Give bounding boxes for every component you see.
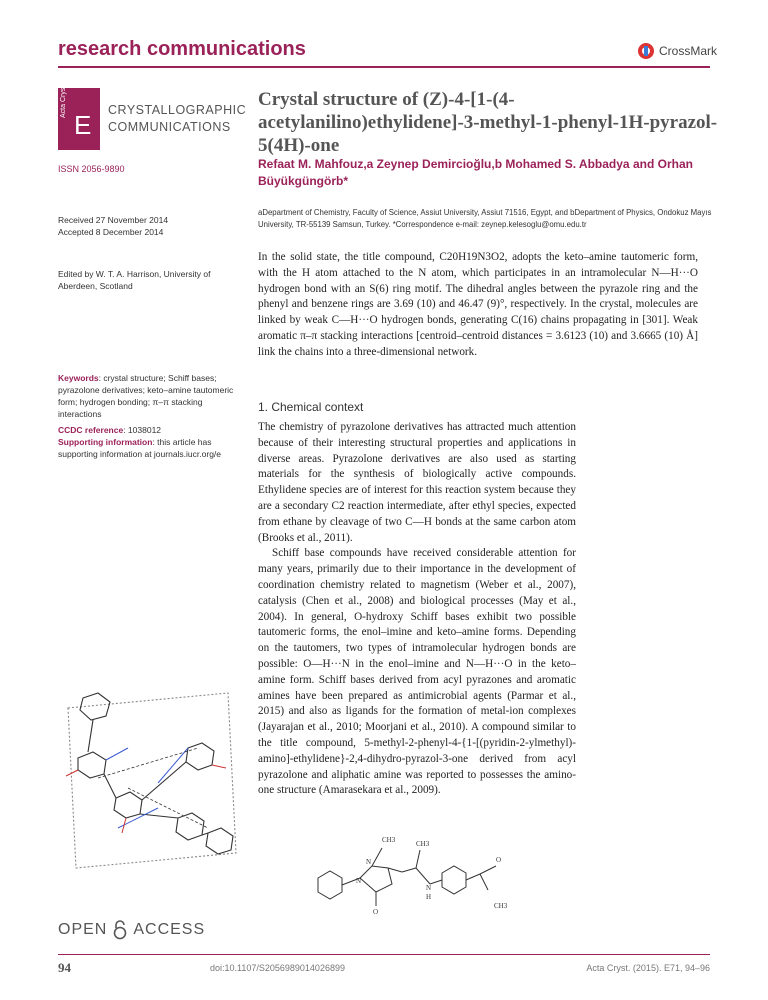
section-header: research communications: [58, 38, 306, 60]
chemical-scheme: [300, 828, 550, 918]
journal-name-line2: COMMUNICATIONS: [108, 120, 231, 134]
scheme-o2: O: [496, 856, 502, 864]
page-number: 94: [58, 960, 71, 975]
authors: Refaat M. Mahfouz,a Zeynep Demircioğlu,b Mohamed S. Abbadya and Orhan Büyükgüngörb*: [258, 157, 693, 188]
crossmark-icon: [637, 42, 655, 60]
affiliations: aDepartment of Chemistry, Faculty of Science, Assiut University, Assiut 71516, Egypt, and bDepartment of Physics, Ondokuz Mayıs University, TR-55139 Samsun, Turkey. *Correspondence e-mail: zeynep.kelesoglu@omu.edu.tr: [258, 208, 712, 229]
ccdc-label: CCDC reference: [58, 425, 124, 435]
crossmark-label: CrossMark: [659, 44, 718, 58]
scheme-n1: N: [366, 858, 372, 866]
received-date: Received 27 November 2014: [58, 215, 169, 225]
article-title: Crystal structure of (Z)-4-[1-(4-acetylanilino)ethylidene]-3-methyl-1-phenyl-1H-pyrazol-5(4H)-one: [258, 89, 718, 156]
scheme-ch3-b: CH3: [416, 840, 430, 848]
supporting-info: [58, 436, 238, 460]
keywords: [58, 372, 238, 420]
issn: ISSN 2056-9890: [58, 164, 125, 174]
supporting-text[interactable]: : this article has supporting information at journals.iucr.org/e: [58, 437, 222, 459]
scheme-ch3-c: CH3: [494, 902, 508, 910]
dates: [58, 214, 238, 238]
scheme-nh: N: [426, 884, 432, 892]
crossmark-badge[interactable]: [637, 42, 717, 60]
journal-logo: [58, 85, 100, 150]
abstract: In the solid state, the title compound, C20H19N3O2, adopts the keto–amine tautomeric form, with the H atom attached to the N atom, which participates in an intramolecular N—H···O hydrogen bond with an S(6) ring motif. The dihedral angles between the pyrazole ring and the phenyl and benzene rings are 3.69 (10) and 46.47 (9)°, respectively. In the crystal, molecules are linked by weak C—H···O hydrogen bonds, generating C(16) chains propagating in [301]. Weak aromatic π–π stacking interactions [centroid–centroid distances = 3.6123 (10) and 3.6665 (10) Å] link the chains into a three-dimensional network.: [258, 251, 698, 358]
accepted-date: Accepted 8 December 2014: [58, 227, 164, 237]
keywords-text: : crystal structure; Schiff bases; pyrazolone derivatives; keto–amine tautomeric form; hydrogen bonding; π–π stacking interactions: [58, 373, 234, 419]
keywords-label: Keywords: [58, 373, 99, 383]
open-access-access: ACCESS: [133, 921, 206, 938]
header-rule: [58, 66, 710, 68]
scheme-o1: O: [373, 908, 379, 916]
edited-by: Edited by W. T. A. Harrison, University of Aberdeen, Scotland: [58, 269, 211, 291]
crystal-packing-figure: [58, 688, 243, 873]
paragraph-1: The chemistry of pyrazolone derivatives has attracted much attention because of their interesting structural properties and applications in diverse areas. Pyrazolone derivatives are also used as starting materials for the synthesis of biologically active compounds. Ethylidene species are of interest for this reaction system because they are a secondary C2 reaction intermediate, after ethyl species, expected from ethane by cleavage of two C—H bonds at the same carbon atom (Brooks et al., 2011).: [258, 421, 576, 544]
scheme-ch3-a: CH3: [382, 836, 396, 844]
paragraph-2: Schiff base compounds have received considerable attention for many years, primarily due to their importance in the development of coordination chemistry related to magnetism (Weber et al., 2007), catalysis (Chen et al., 2008) and biological processes (May et al., 2004). In general, O-hydroxy Schiff bases exhibit two possible tautomeric forms, the enol–imine and keto–amine forms. Depending on the tautomers, two types of intramolecular hydrogen bonds are possible: O—H···N in the enol–imine and N—H···O in the keto–amine form. Schiff bases derived from acyl pyrazones and aromatic amines have been prepared as antimicrobial agents (Parmar et al., 2015) and also as ligands for the formation of metal-ion complexes (Jayarajan et al., 2010; Moorjani et al., 2010). A compound similar to the title compound, 5-methyl-2-phenyl-4-{1-[(pyridin-2-ylmethyl)-amino]-ethylidene}-2,4-dihydro-pyrazol-3-one derived from acyl pyrazolone and aliphatic amine was reported to possesses the amino-one structure (Amarasekara et al., 2009).: [258, 547, 576, 797]
journal-logo-letter: E: [74, 110, 92, 140]
journal-logo-block: [58, 85, 247, 150]
ccdc-text: : 1038012: [123, 425, 162, 435]
citation: Acta Cryst. (2015). E71, 94–96: [586, 963, 710, 973]
scheme-h: H: [426, 893, 432, 901]
open-lock-icon: [113, 920, 127, 940]
ccdc: [58, 424, 238, 436]
doi[interactable]: doi:10.1107/S2056989014026899: [210, 963, 345, 973]
footer-rule: [58, 954, 710, 955]
supporting-label: Supporting information: [58, 437, 153, 447]
scheme-n2: N: [356, 877, 362, 885]
open-access-badge: [58, 920, 205, 940]
open-access-open: OPEN: [58, 921, 108, 938]
journal-logo-small: Acta Cryst: [60, 85, 67, 118]
section-heading: 1. Chemical context: [258, 400, 364, 414]
journal-name-line1: CRYSTALLOGRAPHIC: [108, 103, 247, 117]
body-text: [258, 420, 576, 799]
